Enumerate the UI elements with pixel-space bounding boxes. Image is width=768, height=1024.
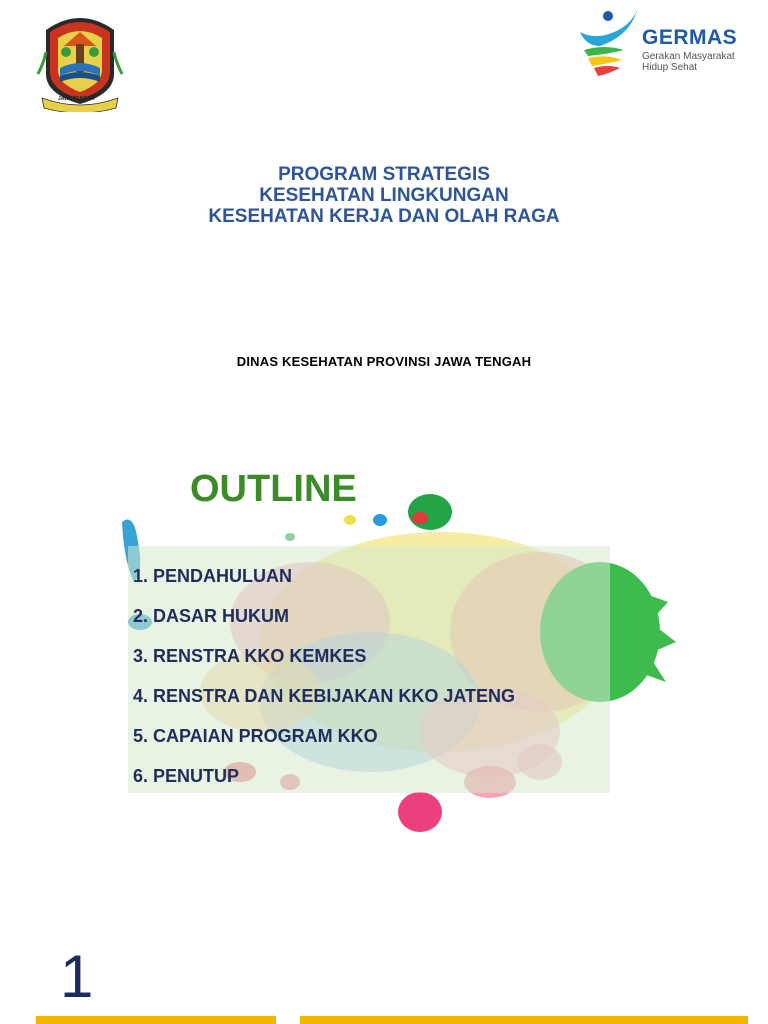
footer-bar-left bbox=[36, 1016, 276, 1024]
germas-tagline bbox=[642, 51, 735, 73]
page-title bbox=[0, 164, 768, 227]
germas-wordmark: GERMAS bbox=[642, 26, 738, 49]
list-item: 3. RENSTRA KKO KEMKES bbox=[133, 646, 367, 666]
germas-tagline-line1: Gerakan Masyarakat bbox=[642, 51, 735, 62]
page-number: 1 bbox=[60, 943, 94, 1010]
footer-bar-right bbox=[300, 1016, 748, 1024]
title-line-1: PROGRAM STRATEGIS bbox=[278, 164, 490, 185]
list-item: 1. PENDAHULUAN bbox=[133, 566, 293, 586]
crest-ribbon-text: JAWA TENGAH bbox=[58, 96, 95, 102]
list-item: 4. RENSTRA DAN KEBIJAKAN KKO JATENG bbox=[133, 686, 516, 706]
outline-heading: OUTLINE bbox=[190, 468, 357, 510]
germas-tagline-line2: Hidup Sehat bbox=[642, 62, 698, 73]
agency-name: DINAS KESEHATAN PROVINSI JAWA TENGAH bbox=[236, 354, 532, 369]
list-item: 2. DASAR HUKUM bbox=[133, 606, 290, 626]
title-line-3: KESEHATAN KERJA DAN OLAH RAGA bbox=[208, 206, 560, 227]
germas-figure-icon bbox=[578, 6, 640, 78]
list-item: 5. CAPAIAN PROGRAM KKO bbox=[133, 726, 378, 746]
germas-logo bbox=[578, 6, 748, 78]
list-item: 6. PENUTUP bbox=[133, 766, 240, 786]
outline-list bbox=[133, 564, 515, 804]
title-line-2: KESEHATAN LINGKUNGAN bbox=[259, 185, 509, 206]
